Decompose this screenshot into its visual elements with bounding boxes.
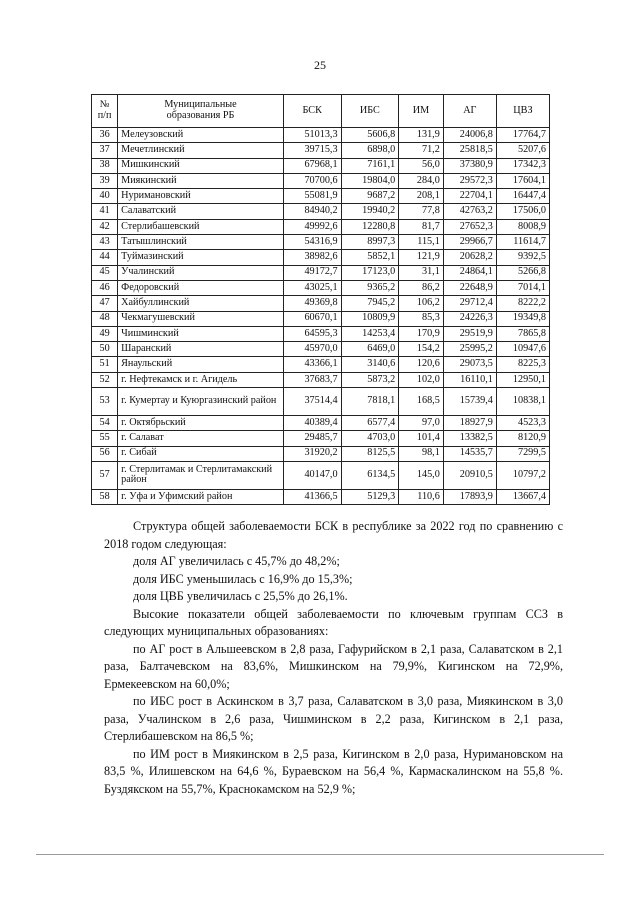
cell-cvz: 17506,0 [496, 204, 549, 219]
cell-bsk: 37683,7 [283, 372, 341, 387]
table-row [92, 128, 550, 143]
table-row [92, 265, 550, 280]
cell-no: 47 [92, 296, 118, 311]
cell-bsk: 29485,7 [283, 431, 341, 446]
table-row [92, 461, 550, 489]
cell-ibs: 19940,2 [341, 204, 399, 219]
cell-ibs: 6134,5 [341, 461, 399, 489]
cell-bsk: 54316,9 [283, 235, 341, 250]
cell-no: 56 [92, 446, 118, 461]
cell-im: 56,0 [399, 158, 444, 173]
cell-cvz: 8222,2 [496, 296, 549, 311]
cell-ag: 14535,7 [443, 446, 496, 461]
table-row [92, 296, 550, 311]
cell-im: 170,9 [399, 326, 444, 341]
cell-ag: 25995,2 [443, 342, 496, 357]
table-row [92, 326, 550, 341]
footer-divider [36, 854, 604, 855]
table-row [92, 250, 550, 265]
cell-cvz: 11614,7 [496, 235, 549, 250]
table-row [92, 158, 550, 173]
cell-cvz: 4523,3 [496, 416, 549, 431]
cell-ag: 22648,9 [443, 280, 496, 295]
cell-ibs: 17123,0 [341, 265, 399, 280]
cell-im: 115,1 [399, 235, 444, 250]
cell-ibs: 5852,1 [341, 250, 399, 265]
header-name-label: Муниципальные образования РБ [164, 99, 237, 121]
cell-bsk: 37514,4 [283, 388, 341, 416]
cell-no: 46 [92, 280, 118, 295]
paragraph-im-growth: по ИМ рост в Миякинском в 2,5 раза, Кигинском в 2,0 раза, Нуримановском на 83,5 %, Илишевском на 64,6 %, Бураевском на 56,4 %, Кармаскалинском на 55,8 %. Буздякском на 55,7%, Краснокамском на 52,9 %; [104, 746, 563, 796]
table-row [92, 489, 550, 504]
table-row [92, 342, 550, 357]
cell-no: 39 [92, 173, 118, 188]
table-row [92, 431, 550, 446]
cell-ibs: 14253,4 [341, 326, 399, 341]
cell-name: Учалинский [118, 265, 284, 280]
body-text [104, 518, 563, 798]
cell-im: 101,4 [399, 431, 444, 446]
cell-name: Хайбуллинский [118, 296, 284, 311]
cell-ag: 20910,5 [443, 461, 496, 489]
table-row [92, 446, 550, 461]
cell-ibs: 5606,8 [341, 128, 399, 143]
paragraph-high-rates-intro: Высокие показатели общей заболеваемости по ключевым группам ССЗ в следующих муниципальных образованиях: [104, 606, 563, 638]
cell-cvz: 13667,4 [496, 489, 549, 504]
cell-ibs: 10809,9 [341, 311, 399, 326]
cell-cvz: 12950,1 [496, 372, 549, 387]
cell-cvz: 17764,7 [496, 128, 549, 143]
cell-name: г. Нефтекамск и г. Агидель [118, 372, 284, 387]
cell-ibs: 6898,0 [341, 143, 399, 158]
cell-name: Мелеузовский [118, 128, 284, 143]
cell-name: Туймазинский [118, 250, 284, 265]
header-no-label: № п/п [97, 99, 112, 121]
cell-name: Стерлибашевский [118, 219, 284, 234]
cell-bsk: 40147,0 [283, 461, 341, 489]
cell-no: 44 [92, 250, 118, 265]
cell-im: 208,1 [399, 189, 444, 204]
cell-ag: 27652,3 [443, 219, 496, 234]
cell-no: 48 [92, 311, 118, 326]
cell-ag: 42763,2 [443, 204, 496, 219]
cell-im: 168,5 [399, 388, 444, 416]
cell-ag: 18927,9 [443, 416, 496, 431]
cell-bsk: 64595,3 [283, 326, 341, 341]
cell-im: 102,0 [399, 372, 444, 387]
cell-ibs: 9687,2 [341, 189, 399, 204]
cell-no: 51 [92, 357, 118, 372]
cell-cvz: 7299,5 [496, 446, 549, 461]
table-row [92, 372, 550, 387]
paragraph-ag-growth: по АГ рост в Альшеевском в 2,8 раза, Гафурийском в 2,1 раза, Салаватском в 2,1 раза, Балтачевском на 83,6%, Мишкинском на 79,9%, Кигинском на 72,9%, Ермекеевском на 60,0%; [104, 641, 563, 691]
cell-bsk: 45970,0 [283, 342, 341, 357]
cell-bsk: 40389,4 [283, 416, 341, 431]
page-number: 25 [314, 58, 326, 72]
cell-ag: 29519,9 [443, 326, 496, 341]
cell-name: Чишминский [118, 326, 284, 341]
cell-name: Шаранский [118, 342, 284, 357]
cell-name: г. Кумертау и Куюргазинский район [118, 388, 284, 416]
cell-cvz: 10947,6 [496, 342, 549, 357]
cell-ag: 17893,9 [443, 489, 496, 504]
header-bsk: БСК [283, 95, 341, 128]
cell-no: 40 [92, 189, 118, 204]
cell-ibs: 6469,0 [341, 342, 399, 357]
table-row [92, 357, 550, 372]
cell-im: 145,0 [399, 461, 444, 489]
cell-name: Мишкинский [118, 158, 284, 173]
cell-ag: 29572,3 [443, 173, 496, 188]
cell-cvz: 8008,9 [496, 219, 549, 234]
cell-ibs: 12280,8 [341, 219, 399, 234]
cell-no: 42 [92, 219, 118, 234]
cell-im: 98,1 [399, 446, 444, 461]
cell-ag: 15739,4 [443, 388, 496, 416]
table-row [92, 235, 550, 250]
header-im: ИМ [399, 95, 444, 128]
cell-bsk: 49992,6 [283, 219, 341, 234]
cell-bsk: 51013,3 [283, 128, 341, 143]
paragraph-ibs-share: доля ИБС уменьшилась с 16,9% до 15,3%; [133, 571, 353, 586]
cell-no: 52 [92, 372, 118, 387]
cell-no: 36 [92, 128, 118, 143]
cell-bsk: 49172,7 [283, 265, 341, 280]
cell-cvz: 10797,2 [496, 461, 549, 489]
cell-im: 97,0 [399, 416, 444, 431]
paragraph-ibs-growth: по ИБС рост в Аскинском в 3,7 раза, Салаватском в 3,0 раза, Миякинском в 3,0 раза, Учалинском в 2,6 раза, Чишминском в 2,2 раза, Кигинском в 2,1 раза, Стерлибашевском на 86,5 %; [104, 694, 563, 743]
table-row [92, 189, 550, 204]
cell-no: 58 [92, 489, 118, 504]
cell-cvz: 8225,3 [496, 357, 549, 372]
cell-ibs: 7161,1 [341, 158, 399, 173]
cell-name: г. Октябрьский [118, 416, 284, 431]
cell-no: 49 [92, 326, 118, 341]
cell-im: 77,8 [399, 204, 444, 219]
header-cvz: ЦВЗ [496, 95, 549, 128]
cell-ibs: 7818,1 [341, 388, 399, 416]
table-row [92, 204, 550, 219]
header-name [118, 95, 284, 128]
cell-name: Чекмагушевский [118, 311, 284, 326]
cell-name: Мечетлинский [118, 143, 284, 158]
cell-name: г. Салават [118, 431, 284, 446]
cell-name: г. Уфа и Уфимский район [118, 489, 284, 504]
cell-name: Нуримановский [118, 189, 284, 204]
cell-cvz: 17604,1 [496, 173, 549, 188]
cell-ibs: 6577,4 [341, 416, 399, 431]
cell-cvz: 7014,1 [496, 280, 549, 295]
cell-ag: 20628,2 [443, 250, 496, 265]
cell-ag: 16110,1 [443, 372, 496, 387]
cell-no: 50 [92, 342, 118, 357]
cell-ibs: 5129,3 [341, 489, 399, 504]
cell-bsk: 43366,1 [283, 357, 341, 372]
cell-ibs: 4703,0 [341, 431, 399, 446]
cell-name: Миякинский [118, 173, 284, 188]
cell-cvz: 16447,4 [496, 189, 549, 204]
paragraph-ag-share: доля АГ увеличилась с 45,7% до 48,2%; [133, 554, 340, 568]
cell-name: Федоровский [118, 280, 284, 295]
cell-ibs: 3140,6 [341, 357, 399, 372]
header-ibs: ИБС [341, 95, 399, 128]
cell-bsk: 49369,8 [283, 296, 341, 311]
paragraph-structure-intro: Структура общей заболеваемости БСК в республике за 2022 год по сравнению с 2018 годом следующая: [104, 519, 563, 551]
cell-im: 131,9 [399, 128, 444, 143]
cell-ag: 29712,4 [443, 296, 496, 311]
cell-bsk: 31920,2 [283, 446, 341, 461]
cell-cvz: 8120,9 [496, 431, 549, 446]
cell-name: Янаульский [118, 357, 284, 372]
table-row [92, 416, 550, 431]
cell-im: 31,1 [399, 265, 444, 280]
cell-bsk: 38982,6 [283, 250, 341, 265]
cell-no: 54 [92, 416, 118, 431]
cell-bsk: 84940,2 [283, 204, 341, 219]
table-row [92, 173, 550, 188]
table-row [92, 219, 550, 234]
cell-bsk: 39715,3 [283, 143, 341, 158]
table-row [92, 143, 550, 158]
cell-cvz: 17342,3 [496, 158, 549, 173]
cell-no: 41 [92, 204, 118, 219]
cell-no: 43 [92, 235, 118, 250]
cell-cvz: 19349,8 [496, 311, 549, 326]
cell-ag: 22704,1 [443, 189, 496, 204]
cell-bsk: 67968,1 [283, 158, 341, 173]
cell-im: 154,2 [399, 342, 444, 357]
cell-im: 120,6 [399, 357, 444, 372]
cell-im: 106,2 [399, 296, 444, 311]
cell-ag: 37380,9 [443, 158, 496, 173]
cell-no: 55 [92, 431, 118, 446]
cell-im: 81,7 [399, 219, 444, 234]
cell-no: 57 [92, 461, 118, 489]
cell-name: г. Сибай [118, 446, 284, 461]
cell-ag: 24006,8 [443, 128, 496, 143]
cell-cvz: 5207,6 [496, 143, 549, 158]
cell-ibs: 7945,2 [341, 296, 399, 311]
cell-ibs: 8125,5 [341, 446, 399, 461]
cell-bsk: 55081,9 [283, 189, 341, 204]
cell-no: 38 [92, 158, 118, 173]
cell-im: 85,3 [399, 311, 444, 326]
cell-ag: 29073,5 [443, 357, 496, 372]
cell-ibs: 19804,0 [341, 173, 399, 188]
cell-cvz: 10838,1 [496, 388, 549, 416]
cell-im: 86,2 [399, 280, 444, 295]
cell-ag: 24864,1 [443, 265, 496, 280]
cell-no: 45 [92, 265, 118, 280]
cell-ag: 24226,3 [443, 311, 496, 326]
cell-im: 284,0 [399, 173, 444, 188]
cell-bsk: 70700,6 [283, 173, 341, 188]
morbidity-table [91, 94, 550, 505]
cell-ibs: 9365,2 [341, 280, 399, 295]
cell-im: 71,2 [399, 143, 444, 158]
cell-ag: 25818,5 [443, 143, 496, 158]
cell-cvz: 5266,8 [496, 265, 549, 280]
cell-name: Салаватский [118, 204, 284, 219]
cell-im: 110,6 [399, 489, 444, 504]
cell-im: 121,9 [399, 250, 444, 265]
table-row [92, 280, 550, 295]
cell-ag: 29966,7 [443, 235, 496, 250]
table-header-row [92, 95, 550, 128]
cell-name: г. Стерлитамак и Стерлитамакский район [118, 461, 284, 489]
cell-bsk: 60670,1 [283, 311, 341, 326]
header-ag: АГ [443, 95, 496, 128]
table-row [92, 388, 550, 416]
table-row [92, 311, 550, 326]
table-body [92, 128, 550, 505]
cell-ibs: 5873,2 [341, 372, 399, 387]
cell-no: 37 [92, 143, 118, 158]
cell-ag: 13382,5 [443, 431, 496, 446]
cell-cvz: 7865,8 [496, 326, 549, 341]
cell-name: Татышлинский [118, 235, 284, 250]
header-no [92, 95, 118, 128]
cell-ibs: 8997,3 [341, 235, 399, 250]
cell-no: 53 [92, 388, 118, 416]
cell-cvz: 9392,5 [496, 250, 549, 265]
cell-bsk: 43025,1 [283, 280, 341, 295]
cell-bsk: 41366,5 [283, 489, 341, 504]
paragraph-cvb-share: доля ЦВБ увеличилась с 25,5% до 26,1%. [133, 589, 348, 603]
